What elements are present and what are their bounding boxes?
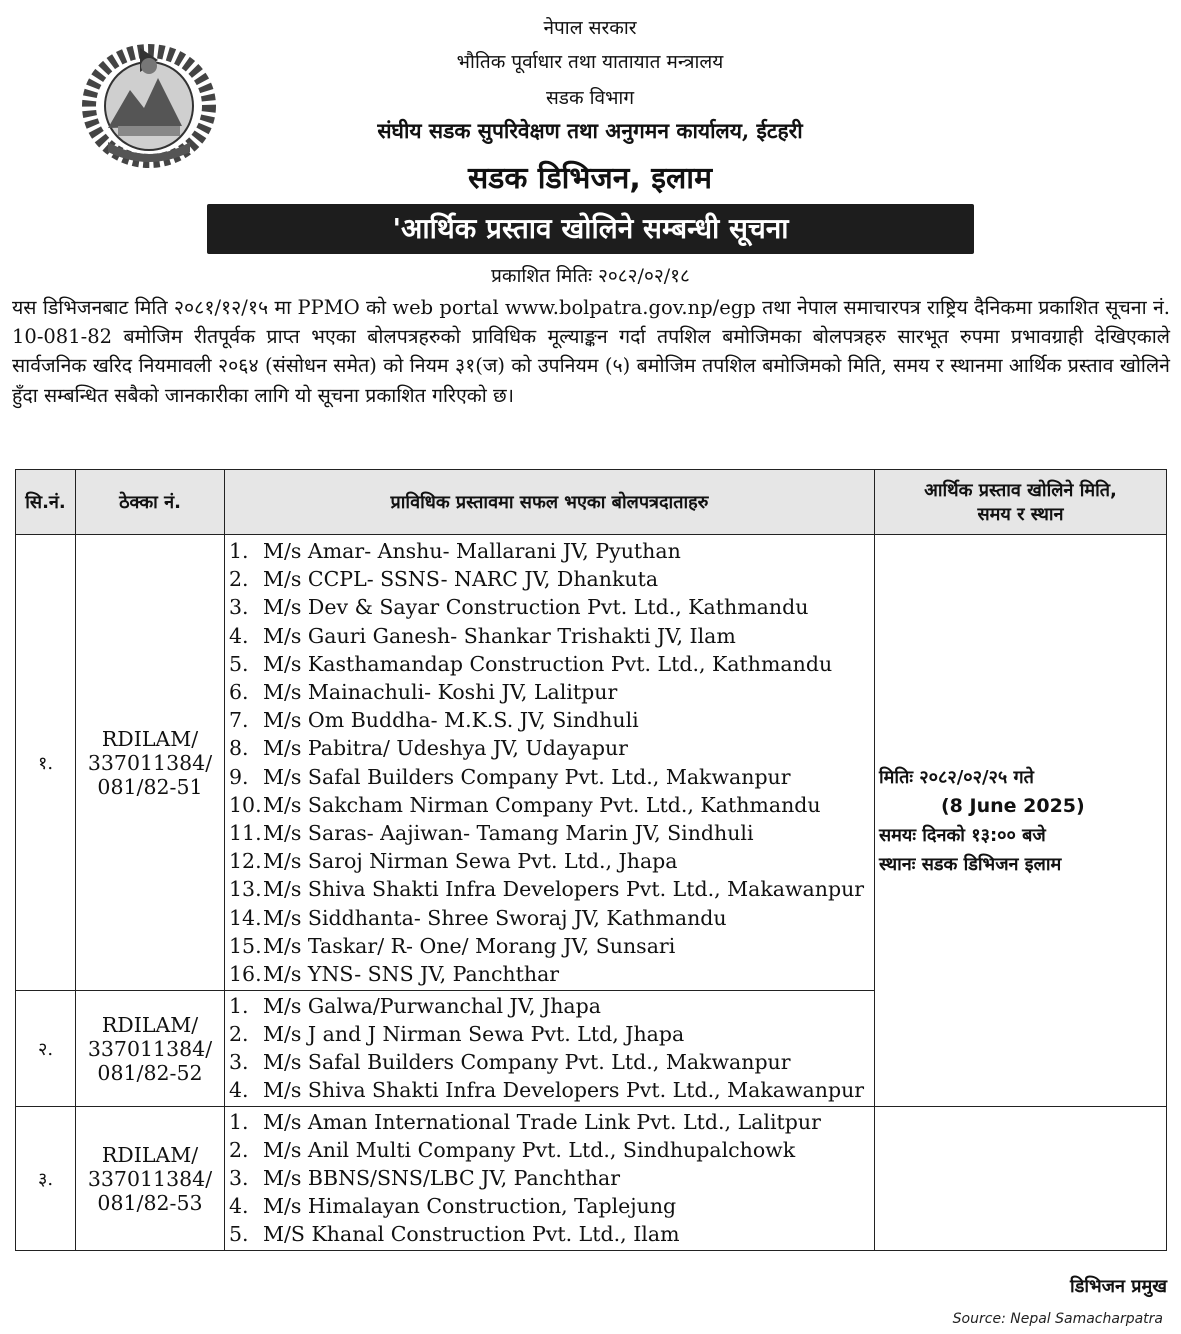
bidder-number: 2. (229, 1138, 249, 1163)
bidder-item (229, 678, 874, 706)
bidder-name: M/s Saroj Nirman Sewa Pvt. Ltd., Jhapa (263, 849, 678, 874)
bidder-name: M/s Himalayan Construction, Taplejung (263, 1193, 677, 1218)
bidder-name: M/s Amar- Anshu- Mallarani JV, Pyuthan (263, 539, 681, 563)
header-datetime-line1: आर्थिक प्रस्ताव खोलिने मिति, (924, 480, 1117, 501)
bidder-item (229, 537, 874, 565)
row-bidders (225, 1107, 875, 1251)
row-sn: १. (16, 535, 76, 991)
bidder-number: 12. (229, 849, 262, 874)
row-contract (76, 1107, 225, 1251)
bidder-name: M/s J and J Nirman Sewa Pvt. Ltd, Jhapa (263, 1022, 685, 1047)
bidder-name: M/s Shiva Shakti Infra Developers Pvt. Ltd., Makawanpur (263, 877, 865, 902)
opening-empty-cell (875, 1107, 1167, 1251)
bidder-number: 3. (229, 1049, 249, 1074)
bidder-item (229, 622, 874, 650)
bidder-item (229, 932, 874, 960)
bidder-name: M/s BBNS/SNS/LBC JV, Panchthar (263, 1166, 621, 1191)
opening-date-en: (8 June 2025) (941, 794, 1085, 817)
bidder-name: M/s Om Buddha- M.K.S. JV, Sindhuli (263, 708, 639, 733)
row-bidders (225, 991, 875, 1107)
bidder-number: 4. (229, 1077, 249, 1102)
bidder-name: M/s Safal Builders Company Pvt. Ltd., Makwanpur (263, 1049, 791, 1074)
bidder-item (229, 819, 874, 847)
nepal-government-emblem-icon (78, 38, 220, 170)
bidder-number: 4. (229, 1193, 249, 1218)
intro-paragraph: यस डिभिजनबाट मिति २०८१/१२/१५ मा PPMO को web portal www.bolpatra.gov.np/egp तथा नेपाल समाचारपत्र राष्ट्रिय दैनिकमा प्रकाशित सूचना नं. 10-081-82 बमोजिम रीतपूर्वक प्राप्त भएका बोलपत्रहरुको प्राविधिक मूल्याङ्कन गर्दा तपशिल बमोजिमका बोलपत्रहरु सारभूत रुपमा प्रभावग्राही देखिएकाले सार्वजनिक खरिद नियमावली २०६४ (संसोधन समेत) को नियम ३१(ज) को उपनियम (५) बमोजिम तपशिल बमोजिमको मिति, समय र स्थानमा आर्थिक प्रस्ताव खोलिने हुँदा सम्बन्धित सबैको जानकारीका लागि यो सूचना प्रकाशित गरिएको छ। (12, 296, 1170, 407)
signature: डिभिजन प्रमुख (1070, 1276, 1167, 1297)
header-government: नेपाल सरकार (543, 17, 637, 39)
bidder-number: 1. (229, 1110, 249, 1135)
bidder-item (229, 1193, 874, 1221)
bidder-name: M/s Galwa/Purwanchal JV, Jhapa (263, 994, 601, 1019)
header-ministry: भौतिक पूर्वाधार तथा यातायात मन्त्रालय (456, 51, 724, 73)
bidder-name: M/s Taskar/ R- One/ Morang JV, Sunsari (263, 933, 676, 958)
bidder-name: M/s Kasthamandap Construction Pvt. Ltd., Kathmandu (263, 651, 833, 676)
bidder-number: 13. (229, 877, 262, 902)
contract-line: 081/82-53 (97, 1190, 203, 1215)
contract-line: RDILAM/ (101, 1142, 199, 1167)
header-division: सडक डिभिजन, इलाम (467, 161, 713, 196)
contract-line: 337011384/ (87, 1166, 213, 1191)
opening-details (875, 535, 1167, 1107)
notice-title: 'आर्थिक प्रस्ताव खोलिने सम्बन्धी सूचना (207, 204, 974, 254)
bidder-item (229, 847, 874, 875)
header-contract: ठेक्का नं. (76, 470, 225, 535)
table-row (16, 535, 1167, 991)
bidders-table (15, 469, 1167, 1251)
bidder-item (229, 650, 874, 678)
bidder-number: 11. (229, 821, 262, 846)
source-credit: Source: Nepal Samacharpatra (952, 1311, 1163, 1327)
bidder-item (229, 1021, 874, 1049)
bidder-name: M/s Dev & Sayar Construction Pvt. Ltd., Kathmandu (263, 595, 809, 620)
table-row (16, 1107, 1167, 1251)
row-contract (76, 535, 225, 991)
contract-line: 081/82-51 (97, 774, 203, 799)
bidder-item (229, 565, 874, 593)
bidder-name: M/s Saras- Aajiwan- Tamang Marin JV, Sindhuli (263, 821, 754, 846)
contract-line: RDILAM/ (101, 1012, 199, 1037)
bidder-name: M/s Anil Multi Company Pvt. Ltd., Sindhupalchowk (263, 1138, 796, 1163)
header-sn: सि.नं. (16, 470, 76, 535)
bidder-item (229, 1221, 874, 1249)
header-bidders: प्राविधिक प्रस्तावमा सफल भएका बोलपत्रदाताहरु (225, 470, 875, 535)
bidder-item (229, 904, 874, 932)
bidder-name: M/s Shiva Shakti Infra Developers Pvt. Ltd., Makawanpur (263, 1077, 865, 1102)
bidder-item (229, 875, 874, 903)
bidder-name: M/s Gauri Ganesh- Shankar Trishakti JV, Ilam (263, 623, 736, 648)
bidder-number: 1. (229, 539, 249, 563)
bidder-number: 14. (229, 905, 262, 930)
bidder-number: 4. (229, 623, 249, 648)
bidder-number: 2. (229, 567, 249, 592)
contract-line: RDILAM/ (101, 726, 199, 751)
row-contract (76, 991, 225, 1107)
contract-line: 337011384/ (87, 750, 213, 775)
header-department: सडक विभाग (545, 87, 635, 109)
bidder-name: M/s Siddhanta- Shree Sworaj JV, Kathmandu (263, 905, 727, 930)
bidder-item (229, 1049, 874, 1077)
bidder-number: 2. (229, 1022, 249, 1047)
bidder-number: 8. (229, 736, 249, 761)
contract-line: 337011384/ (87, 1036, 213, 1061)
bidder-number: 5. (229, 651, 249, 676)
contract-line: 081/82-52 (97, 1060, 203, 1085)
published-date: प्रकाशित मितिः २०८२/०२/१८ (491, 265, 690, 287)
header-office: संघीय सडक सुपरिवेक्षण तथा अनुगमन कार्यालय, ईटहरी (377, 118, 803, 143)
bidder-item (229, 593, 874, 621)
bidder-name: M/s Safal Builders Company Pvt. Ltd., Makwanpur (263, 764, 791, 789)
bidder-number: 3. (229, 595, 249, 620)
bidder-number: 7. (229, 708, 249, 733)
bidder-number: 3. (229, 1166, 249, 1191)
bidder-name: M/s Sakcham Nirman Company Pvt. Ltd., Kathmandu (263, 792, 821, 817)
bidder-item (229, 1077, 874, 1105)
table-header-row (16, 470, 1167, 535)
bidder-item (229, 960, 874, 988)
bidder-name: M/s YNS- SNS JV, Panchthar (263, 962, 560, 987)
opening-time: समयः दिनको १३:०० बजे (879, 824, 1046, 846)
bidder-number: 9. (229, 764, 249, 789)
bidder-item (229, 706, 874, 734)
header-datetime-line2: समय र स्थान (977, 504, 1064, 525)
bidder-number: 15. (229, 933, 262, 958)
bidder-number: 6. (229, 680, 249, 705)
bidder-item (229, 763, 874, 791)
row-bidders (225, 535, 875, 991)
bidder-item (229, 791, 874, 819)
opening-date: मितिः २०८२/०२/२५ गते (879, 766, 1034, 788)
bidder-number: 1. (229, 994, 249, 1019)
bidder-number: 5. (229, 1221, 249, 1246)
bidder-item (229, 734, 874, 762)
bidder-name: M/s Aman International Trade Link Pvt. Ltd., Lalitpur (263, 1110, 821, 1135)
bidder-name: M/s Pabitra/ Udeshya JV, Udayapur (263, 736, 628, 761)
bidder-item (229, 1109, 874, 1137)
bidder-name: M/s Mainachuli- Koshi JV, Lalitpur (263, 680, 618, 705)
header-datetime (875, 470, 1167, 535)
bidder-item (229, 993, 874, 1021)
bidder-number: 10. (229, 792, 262, 817)
bidder-item (229, 1137, 874, 1165)
bidder-name: M/s CCPL- SSNS- NARC JV, Dhankuta (263, 567, 659, 592)
row-sn: २. (16, 991, 76, 1107)
row-sn: ३. (16, 1107, 76, 1251)
opening-place: स्थानः सडक डिभिजन इलाम (879, 853, 1062, 875)
bidder-number: 16. (229, 962, 262, 987)
bidder-name: M/S Khanal Construction Pvt. Ltd., Ilam (263, 1221, 680, 1246)
bidder-item (229, 1165, 874, 1193)
